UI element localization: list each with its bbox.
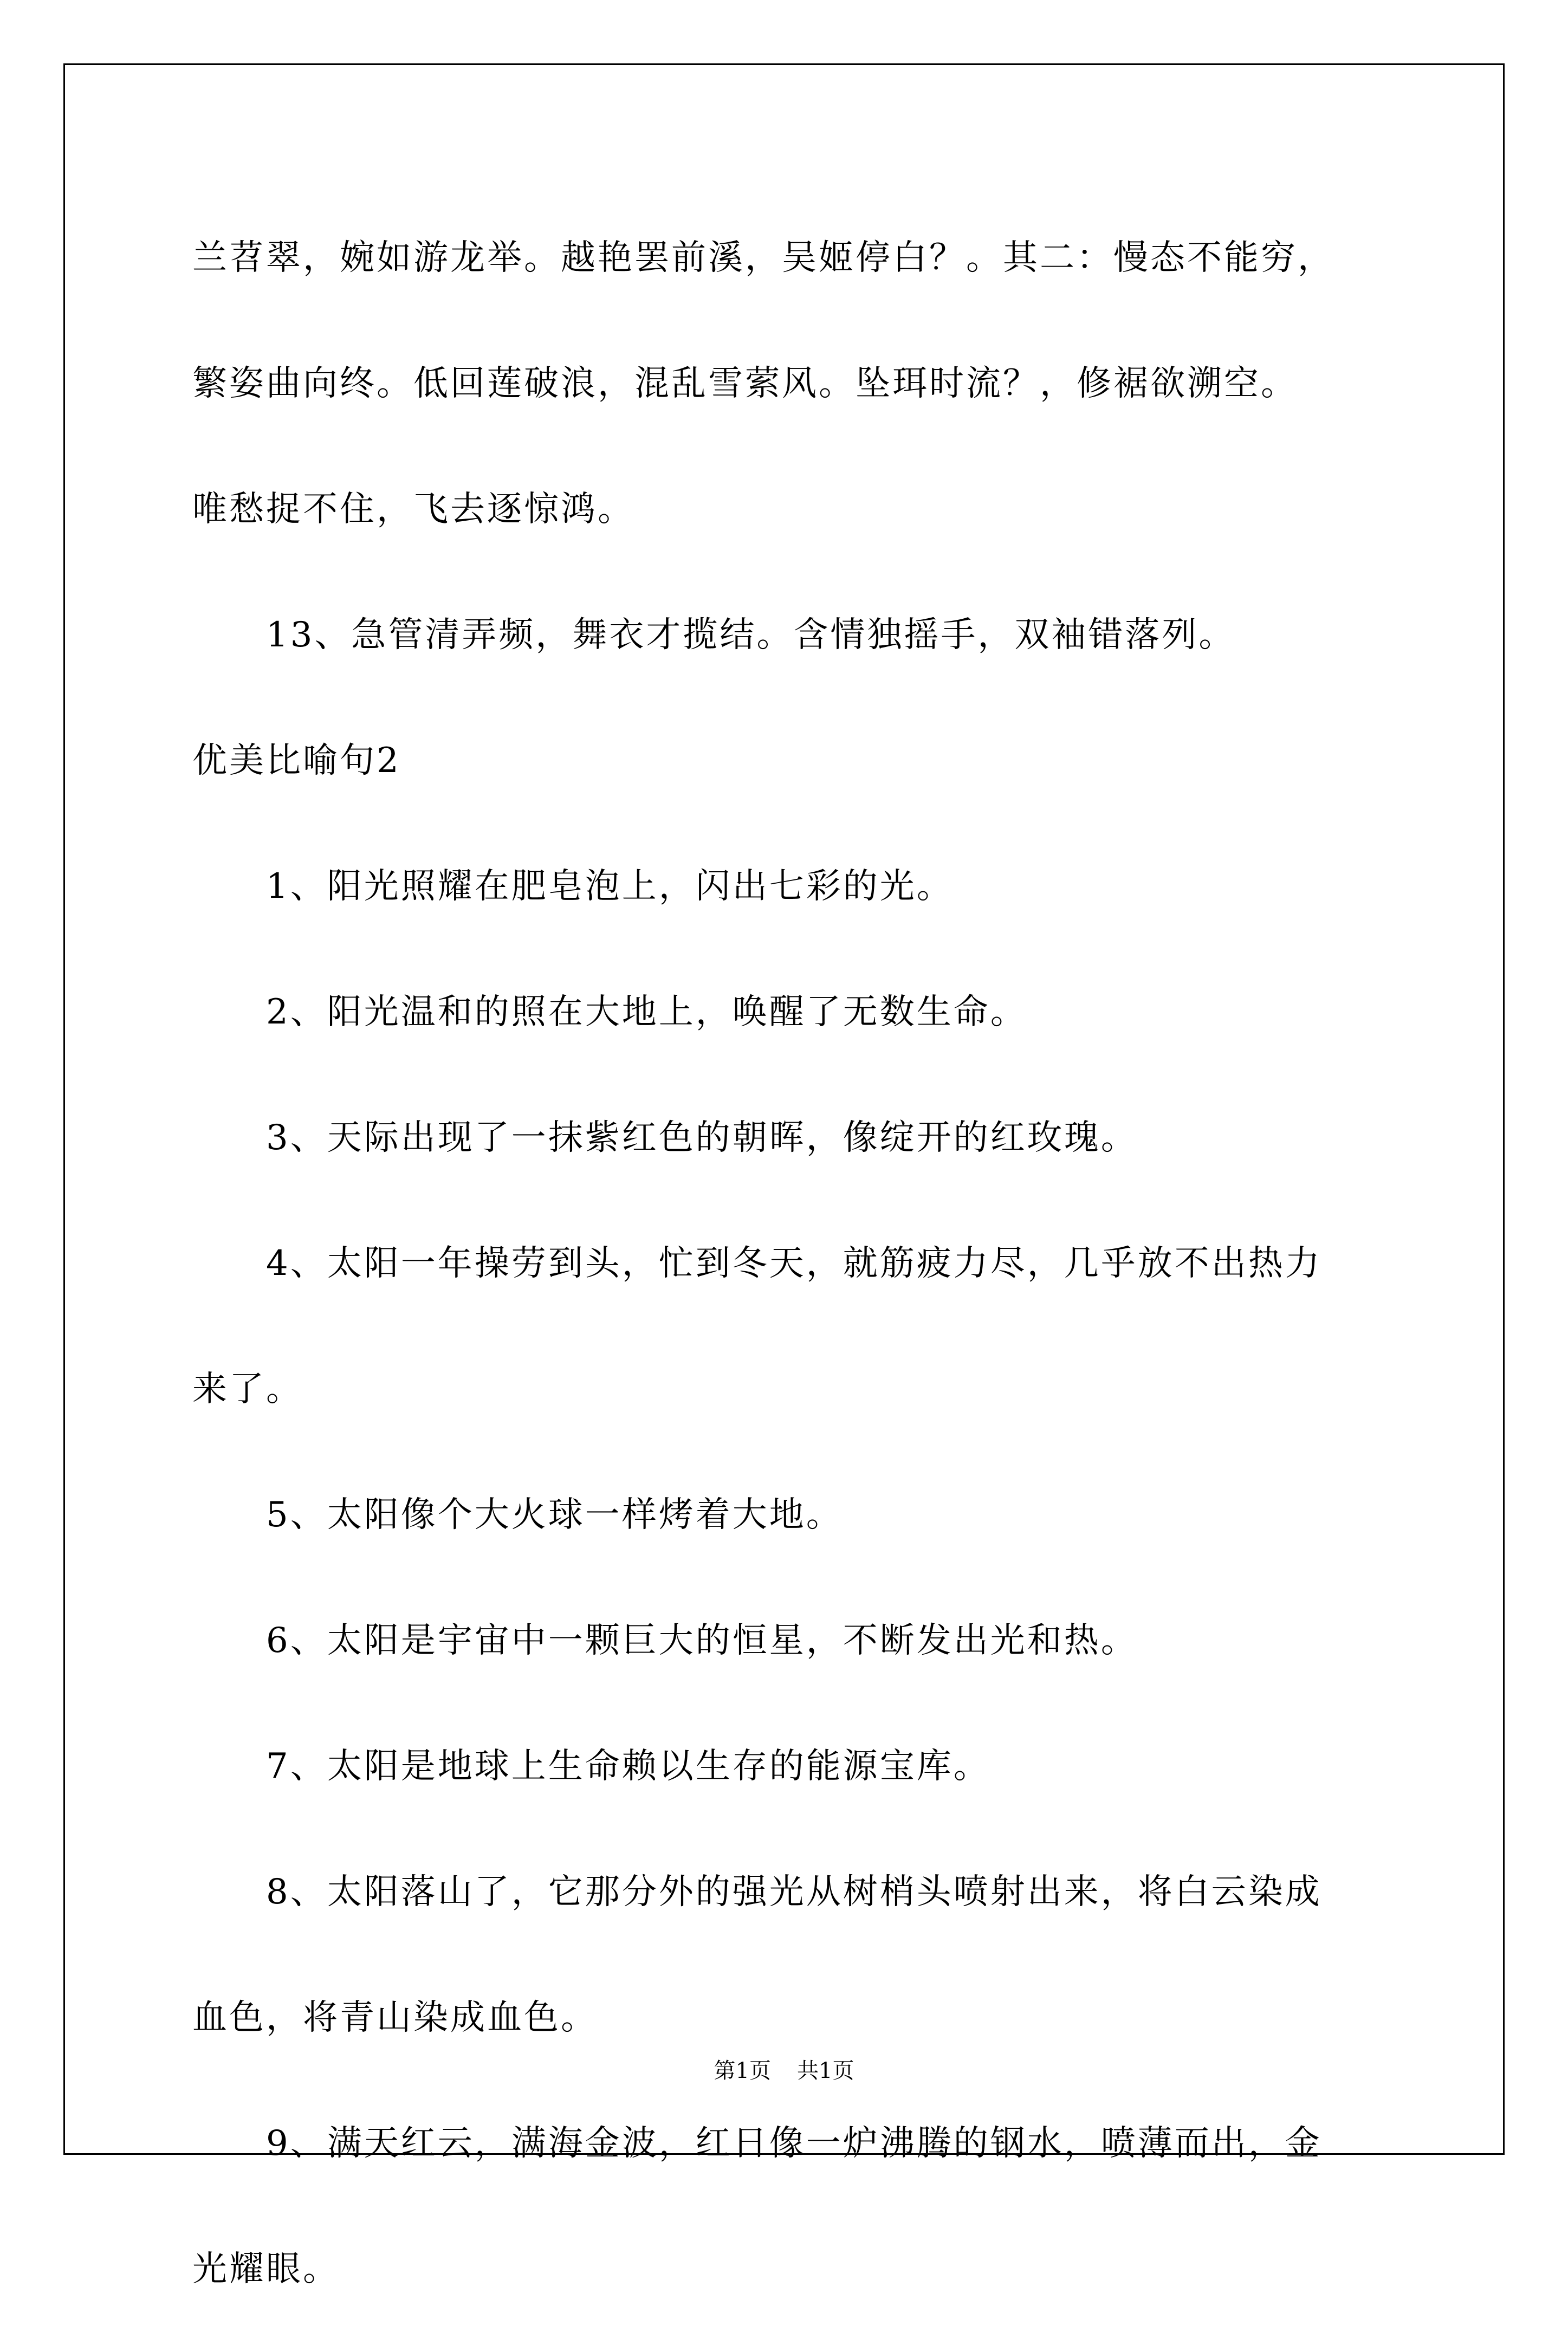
- text-line: 血色，将青山染成血色。: [192, 1998, 598, 2038]
- text-line: 6、太阳是宇宙中一颗巨大的恒星，不断发出光和热。: [266, 1621, 1138, 1661]
- text-line: 唯愁捉不住，飞去逐惊鸿。: [192, 489, 634, 529]
- page-total: 共1页: [797, 2058, 854, 2083]
- text-line: 1、阳光照耀在肥皂泡上，闪出七彩的光。: [266, 866, 954, 906]
- text-line: 兰苕翠，婉如游龙举。越艳罢前溪，吴姬停白？。其二：慢态不能穷，: [192, 238, 1334, 278]
- page-footer: [0, 2055, 1568, 2087]
- section-heading: 优美比喻句2: [192, 741, 401, 781]
- text-line: 7、太阳是地球上生命赖以生存的能源宝库。: [266, 1746, 990, 1786]
- text-line: 13、急管清弄频，舞衣才揽结。含情独摇手，双袖错落列。: [266, 615, 1236, 655]
- text-line: 繁姿曲向终。低回莲破浪，混乱雪萦风。坠珥时流？，修裾欲溯空。: [192, 364, 1298, 404]
- text-line: 光耀眼。: [192, 2249, 340, 2289]
- text-line: 3、天际出现了一抹紫红色的朝晖，像绽开的红玫瑰。: [266, 1118, 1138, 1158]
- page-number: 第1页: [714, 2058, 771, 2083]
- document-body: [192, 195, 1406, 2332]
- text-line: 5、太阳像个大火球一样烤着大地。: [266, 1495, 843, 1535]
- text-line: 9、满天红云，满海金波，红日像一炉沸腾的钢水，喷薄而出，金: [266, 2123, 1322, 2163]
- text-line: 2、阳光温和的照在大地上，唤醒了无数生命。: [266, 992, 1027, 1032]
- text-line: 4、太阳一年操劳到头，忙到冬天，就筋疲力尽，几乎放不出热力: [266, 1243, 1322, 1284]
- text-line: 来了。: [192, 1369, 303, 1409]
- text-line: 8、太阳落山了，它那分外的强光从树梢头喷射出来，将白云染成: [266, 1872, 1322, 1912]
